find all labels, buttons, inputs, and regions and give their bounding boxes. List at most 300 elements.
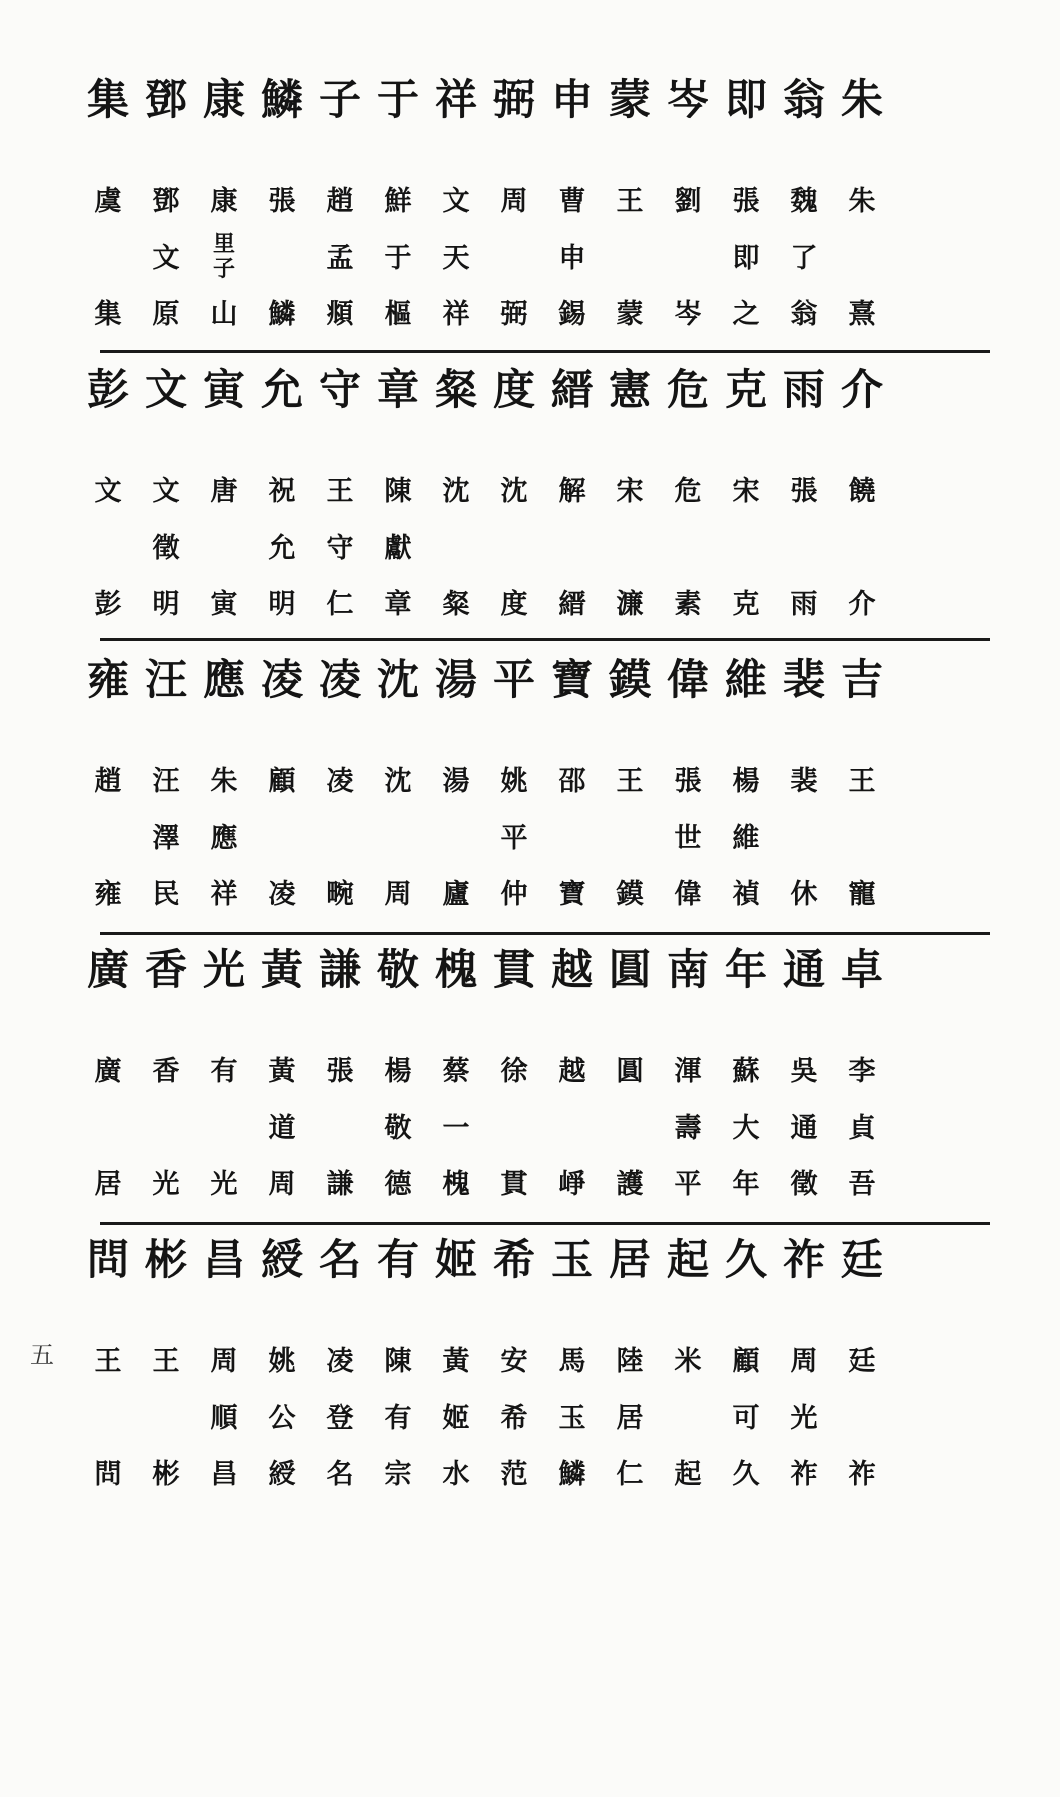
heading-char: 憲 — [608, 365, 651, 414]
name-column — [250, 360, 314, 630]
name-column — [308, 70, 372, 340]
name-char-bot: 范 — [500, 1459, 528, 1490]
name-column — [424, 1230, 488, 1500]
heading-char: 申 — [550, 75, 593, 124]
name-char-mid: 貞 — [848, 1113, 876, 1144]
heading-char: 鄧 — [144, 75, 187, 124]
heading-char: 光 — [202, 945, 245, 994]
name-char-top: 趙 — [94, 766, 122, 797]
heading-char: 綬 — [260, 1235, 303, 1284]
heading-char: 度 — [492, 365, 535, 414]
heading-char: 南 — [666, 945, 709, 994]
heading-char: 槐 — [434, 945, 477, 994]
heading-char: 朱 — [840, 75, 883, 124]
name-char-mid: 玉 — [558, 1403, 586, 1434]
heading-char: 介 — [840, 365, 883, 414]
name-char-top: 文 — [94, 476, 122, 507]
heading-char: 寅 — [202, 365, 245, 414]
name-char-mid: 可 — [732, 1403, 760, 1434]
name-column — [540, 940, 604, 1210]
name-char-mid: 應 — [210, 823, 238, 854]
heading-char: 允 — [260, 365, 303, 414]
heading-char: 有 — [376, 1235, 419, 1284]
name-char-bot: 凌 — [268, 879, 296, 910]
name-column — [714, 1230, 778, 1500]
name-column — [598, 1230, 662, 1500]
name-column — [192, 1230, 256, 1500]
name-column — [76, 940, 140, 1210]
name-column — [656, 360, 720, 630]
name-char-mid: 澤 — [152, 823, 180, 854]
name-char-bot: 明 — [268, 589, 296, 620]
name-char-top: 宋 — [732, 476, 760, 507]
name-char-top: 蔡 — [442, 1056, 470, 1087]
heading-char: 鱗 — [260, 75, 303, 124]
name-char-mid: 通 — [790, 1113, 818, 1144]
name-char-top: 李 — [848, 1056, 876, 1087]
name-char-bot: 頫 — [326, 299, 354, 330]
name-column — [656, 940, 720, 1210]
name-char-mid: 世 — [674, 823, 702, 854]
heading-char: 蒙 — [608, 75, 651, 124]
heading-char: 汪 — [144, 655, 187, 704]
name-char-top: 顧 — [268, 766, 296, 797]
name-char-bot: 度 — [500, 589, 528, 620]
name-char-top: 王 — [94, 1346, 122, 1377]
name-char-bot: 偉 — [674, 879, 702, 910]
name-column — [424, 360, 488, 630]
name-char-mid: 壽 — [674, 1113, 702, 1144]
name-char-top: 馬 — [558, 1346, 586, 1377]
name-column — [192, 940, 256, 1210]
name-char-top: 沈 — [384, 766, 412, 797]
name-column — [656, 650, 720, 920]
name-char-bot: 章 — [384, 589, 412, 620]
name-char-top: 王 — [616, 186, 644, 217]
heading-char: 章 — [376, 365, 419, 414]
name-column — [308, 360, 372, 630]
name-char-bot: 祥 — [210, 879, 238, 910]
section-divider — [100, 1222, 990, 1225]
name-column — [482, 940, 546, 1210]
heading-char: 卓 — [840, 945, 883, 994]
name-char-top: 饒 — [848, 476, 876, 507]
name-char-mid: 里子 — [212, 231, 235, 282]
name-char-top: 曹 — [558, 186, 586, 217]
name-char-mid: 一 — [442, 1113, 470, 1144]
name-column — [134, 360, 198, 630]
name-char-bot: 問 — [94, 1459, 122, 1490]
heading-char: 通 — [782, 945, 825, 994]
heading-char: 雨 — [782, 365, 825, 414]
name-char-bot: 鱗 — [268, 299, 296, 330]
name-char-bot: 德 — [384, 1169, 412, 1200]
name-column — [772, 360, 836, 630]
name-column — [134, 1230, 198, 1500]
name-char-bot: 樞 — [384, 299, 412, 330]
name-column — [192, 360, 256, 630]
heading-char: 廣 — [86, 945, 129, 994]
heading-char: 康 — [202, 75, 245, 124]
name-char-top: 米 — [674, 1346, 702, 1377]
name-column — [424, 70, 488, 340]
heading-char: 黃 — [260, 945, 303, 994]
name-char-top: 文 — [442, 186, 470, 217]
name-column — [134, 650, 198, 920]
name-column — [656, 70, 720, 340]
name-column — [482, 360, 546, 630]
name-char-mid: 敬 — [384, 1113, 412, 1144]
name-char-top: 解 — [558, 476, 586, 507]
name-column — [308, 940, 372, 1210]
name-char-bot: 吾 — [848, 1169, 876, 1200]
name-column — [424, 650, 488, 920]
entry-section — [0, 70, 1060, 340]
name-char-bot: 年 — [732, 1169, 760, 1200]
heading-char: 貫 — [492, 945, 535, 994]
name-char-bot: 名 — [326, 1459, 354, 1490]
name-column — [192, 70, 256, 340]
heading-char: 即 — [724, 75, 767, 124]
heading-char: 偉 — [666, 655, 709, 704]
name-column — [598, 650, 662, 920]
name-char-bot: 弼 — [500, 299, 528, 330]
heading-char: 集 — [86, 75, 129, 124]
name-column — [830, 650, 894, 920]
name-char-top: 康 — [210, 186, 238, 217]
name-char-mid: 光 — [790, 1403, 818, 1434]
name-char-top: 蘇 — [732, 1056, 760, 1087]
name-column — [366, 1230, 430, 1500]
name-char-bot: 縉 — [558, 589, 586, 620]
name-column — [656, 1230, 720, 1500]
heading-char: 彭 — [86, 365, 129, 414]
name-char-top: 宋 — [616, 476, 644, 507]
name-char-top: 陳 — [384, 476, 412, 507]
name-char-mid: 公 — [268, 1403, 296, 1434]
name-char-top: 湯 — [442, 766, 470, 797]
name-column — [250, 650, 314, 920]
name-char-bot: 雨 — [790, 589, 818, 620]
heading-char: 居 — [608, 1235, 651, 1284]
name-char-bot: 岑 — [674, 299, 702, 330]
name-char-bot: 寶 — [558, 879, 586, 910]
name-char-bot: 濂 — [616, 589, 644, 620]
name-column — [366, 360, 430, 630]
name-char-bot: 綬 — [268, 1459, 296, 1490]
name-char-top: 圓 — [616, 1056, 644, 1087]
section-divider — [100, 350, 990, 353]
heading-char: 裴 — [782, 655, 825, 704]
name-column — [76, 360, 140, 630]
name-char-bot: 明 — [152, 589, 180, 620]
name-column — [366, 70, 430, 340]
name-char-bot: 起 — [674, 1459, 702, 1490]
name-column — [76, 1230, 140, 1500]
name-char-bot: 徵 — [790, 1169, 818, 1200]
name-column — [134, 70, 198, 340]
heading-char: 昌 — [202, 1235, 245, 1284]
entry-section — [0, 1230, 1060, 1500]
name-column — [598, 70, 662, 340]
name-char-bot: 克 — [732, 589, 760, 620]
name-char-top: 黃 — [268, 1056, 296, 1087]
name-char-top: 顧 — [732, 1346, 760, 1377]
name-char-mid: 徵 — [152, 533, 180, 564]
heading-char: 敬 — [376, 945, 419, 994]
name-column — [714, 360, 778, 630]
name-char-mid: 于 — [384, 243, 412, 274]
name-char-top: 沈 — [500, 476, 528, 507]
name-char-top: 黃 — [442, 1346, 470, 1377]
name-char-mid: 大 — [732, 1113, 760, 1144]
name-char-bot: 祚 — [848, 1459, 876, 1490]
heading-char: 沈 — [376, 655, 419, 704]
heading-char: 縉 — [550, 365, 593, 414]
name-char-mid: 孟 — [326, 243, 354, 274]
heading-char: 謙 — [318, 945, 361, 994]
name-column — [540, 360, 604, 630]
name-column — [76, 70, 140, 340]
heading-char: 翁 — [782, 75, 825, 124]
name-char-bot: 粲 — [442, 589, 470, 620]
name-char-top: 張 — [326, 1056, 354, 1087]
entry-section — [0, 360, 1060, 630]
name-char-top: 凌 — [326, 1346, 354, 1377]
name-char-top: 凌 — [326, 766, 354, 797]
name-char-bot: 翁 — [790, 299, 818, 330]
heading-char: 凌 — [260, 655, 303, 704]
name-char-bot: 彬 — [152, 1459, 180, 1490]
heading-char: 希 — [492, 1235, 535, 1284]
name-char-bot: 光 — [152, 1169, 180, 1200]
name-char-top: 楊 — [384, 1056, 412, 1087]
name-char-mid: 守 — [326, 533, 354, 564]
name-char-bot: 彭 — [94, 589, 122, 620]
name-char-top: 鄧 — [152, 186, 180, 217]
name-char-top: 楊 — [732, 766, 760, 797]
name-char-top: 朱 — [848, 186, 876, 217]
heading-char: 守 — [318, 365, 361, 414]
heading-char: 維 — [724, 655, 767, 704]
name-column — [598, 360, 662, 630]
page-number: 五 — [30, 1341, 54, 1369]
name-char-bot: 鱗 — [558, 1459, 586, 1490]
name-char-bot: 祚 — [790, 1459, 818, 1490]
heading-char: 祚 — [782, 1235, 825, 1284]
name-char-bot: 寅 — [210, 589, 238, 620]
name-column — [830, 1230, 894, 1500]
name-char-mid: 姬 — [442, 1403, 470, 1434]
name-char-bot: 仲 — [500, 879, 528, 910]
name-char-bot: 介 — [848, 589, 876, 620]
name-char-bot: 錫 — [558, 299, 586, 330]
name-char-bot: 禎 — [732, 879, 760, 910]
name-column — [482, 70, 546, 340]
heading-char: 文 — [144, 365, 187, 414]
heading-char: 凌 — [318, 655, 361, 704]
name-char-mid: 希 — [500, 1403, 528, 1434]
heading-char: 廷 — [840, 1235, 883, 1284]
name-char-mid: 申 — [558, 243, 586, 274]
name-char-top: 危 — [674, 476, 702, 507]
name-char-mid: 居 — [616, 1403, 644, 1434]
name-char-top: 唐 — [210, 476, 238, 507]
name-char-bot: 廬 — [442, 879, 470, 910]
name-char-top: 姚 — [500, 766, 528, 797]
name-char-bot: 久 — [732, 1459, 760, 1490]
name-column — [714, 70, 778, 340]
heading-char: 岑 — [666, 75, 709, 124]
name-char-bot: 宗 — [384, 1459, 412, 1490]
heading-char: 名 — [318, 1235, 361, 1284]
name-char-top: 渾 — [674, 1056, 702, 1087]
name-char-bot: 畹 — [326, 879, 354, 910]
name-column — [830, 360, 894, 630]
name-char-top: 周 — [790, 1346, 818, 1377]
name-char-top: 魏 — [790, 186, 818, 217]
name-char-top: 陸 — [616, 1346, 644, 1377]
name-column — [192, 650, 256, 920]
name-column — [772, 1230, 836, 1500]
name-char-top: 汪 — [152, 766, 180, 797]
name-char-bot: 鏌 — [616, 879, 644, 910]
heading-char: 吉 — [840, 655, 883, 704]
name-char-top: 張 — [268, 186, 296, 217]
entry-section — [0, 940, 1060, 1210]
name-char-top: 周 — [210, 1346, 238, 1377]
name-char-bot: 集 — [94, 299, 122, 330]
name-column — [482, 650, 546, 920]
name-column — [482, 1230, 546, 1500]
name-char-bot: 仁 — [326, 589, 354, 620]
section-divider — [100, 932, 990, 935]
name-column — [250, 70, 314, 340]
name-char-top: 陳 — [384, 1346, 412, 1377]
heading-char: 祥 — [434, 75, 477, 124]
name-char-mid: 順 — [210, 1403, 238, 1434]
name-char-bot: 山 — [210, 299, 238, 330]
name-char-bot: 周 — [384, 879, 412, 910]
entry-section — [0, 650, 1060, 920]
name-char-bot: 槐 — [442, 1169, 470, 1200]
name-column — [366, 940, 430, 1210]
name-column — [772, 940, 836, 1210]
name-char-top: 張 — [732, 186, 760, 217]
name-char-mid: 平 — [500, 823, 528, 854]
name-char-top: 廷 — [848, 1346, 876, 1377]
name-char-mid: 維 — [732, 823, 760, 854]
heading-char: 起 — [666, 1235, 709, 1284]
section-divider — [100, 638, 990, 641]
heading-char: 弼 — [492, 75, 535, 124]
name-column — [424, 940, 488, 1210]
name-char-bot: 之 — [732, 299, 760, 330]
name-char-top: 祝 — [268, 476, 296, 507]
heading-char: 玉 — [550, 1235, 593, 1284]
name-char-bot: 護 — [616, 1169, 644, 1200]
name-char-top: 有 — [210, 1056, 238, 1087]
name-char-bot: 熹 — [848, 299, 876, 330]
name-column — [366, 650, 430, 920]
name-column — [250, 1230, 314, 1500]
heading-char: 彬 — [144, 1235, 187, 1284]
heading-char: 問 — [86, 1235, 129, 1284]
name-char-mid: 文 — [152, 243, 180, 274]
name-char-top: 越 — [558, 1056, 586, 1087]
name-column — [714, 940, 778, 1210]
name-char-bot: 休 — [790, 879, 818, 910]
name-char-bot: 平 — [674, 1169, 702, 1200]
name-char-bot: 貫 — [500, 1169, 528, 1200]
name-column — [308, 1230, 372, 1500]
name-char-top: 沈 — [442, 476, 470, 507]
name-char-bot: 居 — [94, 1169, 122, 1200]
name-column — [540, 1230, 604, 1500]
heading-char: 應 — [202, 655, 245, 704]
heading-char: 久 — [724, 1235, 767, 1284]
name-char-mid: 道 — [268, 1113, 296, 1144]
name-char-bot: 寵 — [848, 879, 876, 910]
name-char-bot: 祥 — [442, 299, 470, 330]
name-char-top: 吳 — [790, 1056, 818, 1087]
heading-char: 圓 — [608, 945, 651, 994]
name-char-top: 文 — [152, 476, 180, 507]
name-char-top: 劉 — [674, 186, 702, 217]
name-char-mid: 允 — [268, 533, 296, 564]
heading-char: 于 — [376, 75, 419, 124]
heading-char: 越 — [550, 945, 593, 994]
heading-char: 雍 — [86, 655, 129, 704]
name-char-bot: 仁 — [616, 1459, 644, 1490]
name-char-top: 裴 — [790, 766, 818, 797]
name-column — [830, 70, 894, 340]
name-char-top: 王 — [152, 1346, 180, 1377]
name-char-top: 虞 — [94, 186, 122, 217]
name-char-top: 廣 — [94, 1056, 122, 1087]
name-column — [772, 70, 836, 340]
name-column — [714, 650, 778, 920]
name-char-top: 安 — [500, 1346, 528, 1377]
name-char-mid: 天 — [442, 243, 470, 274]
heading-char: 危 — [666, 365, 709, 414]
name-char-bot: 周 — [268, 1169, 296, 1200]
name-char-top: 周 — [500, 186, 528, 217]
name-char-mid: 了 — [790, 243, 818, 274]
name-char-top: 徐 — [500, 1056, 528, 1087]
name-char-top: 王 — [326, 476, 354, 507]
name-char-top: 鮮 — [384, 186, 412, 217]
name-char-bot: 昌 — [210, 1459, 238, 1490]
name-char-top: 朱 — [210, 766, 238, 797]
name-char-mid: 登 — [326, 1403, 354, 1434]
name-char-top: 姚 — [268, 1346, 296, 1377]
heading-char: 香 — [144, 945, 187, 994]
name-char-bot: 蒙 — [616, 299, 644, 330]
name-column — [830, 940, 894, 1210]
name-char-bot: 原 — [152, 299, 180, 330]
heading-char: 克 — [724, 365, 767, 414]
name-char-mid: 有 — [384, 1403, 412, 1434]
name-char-bot: 崢 — [558, 1169, 586, 1200]
name-char-bot: 水 — [442, 1459, 470, 1490]
name-column — [308, 650, 372, 920]
name-char-mid: 即 — [732, 243, 760, 274]
heading-char: 年 — [724, 945, 767, 994]
name-char-top: 王 — [616, 766, 644, 797]
name-column — [76, 650, 140, 920]
heading-char: 子 — [318, 75, 361, 124]
